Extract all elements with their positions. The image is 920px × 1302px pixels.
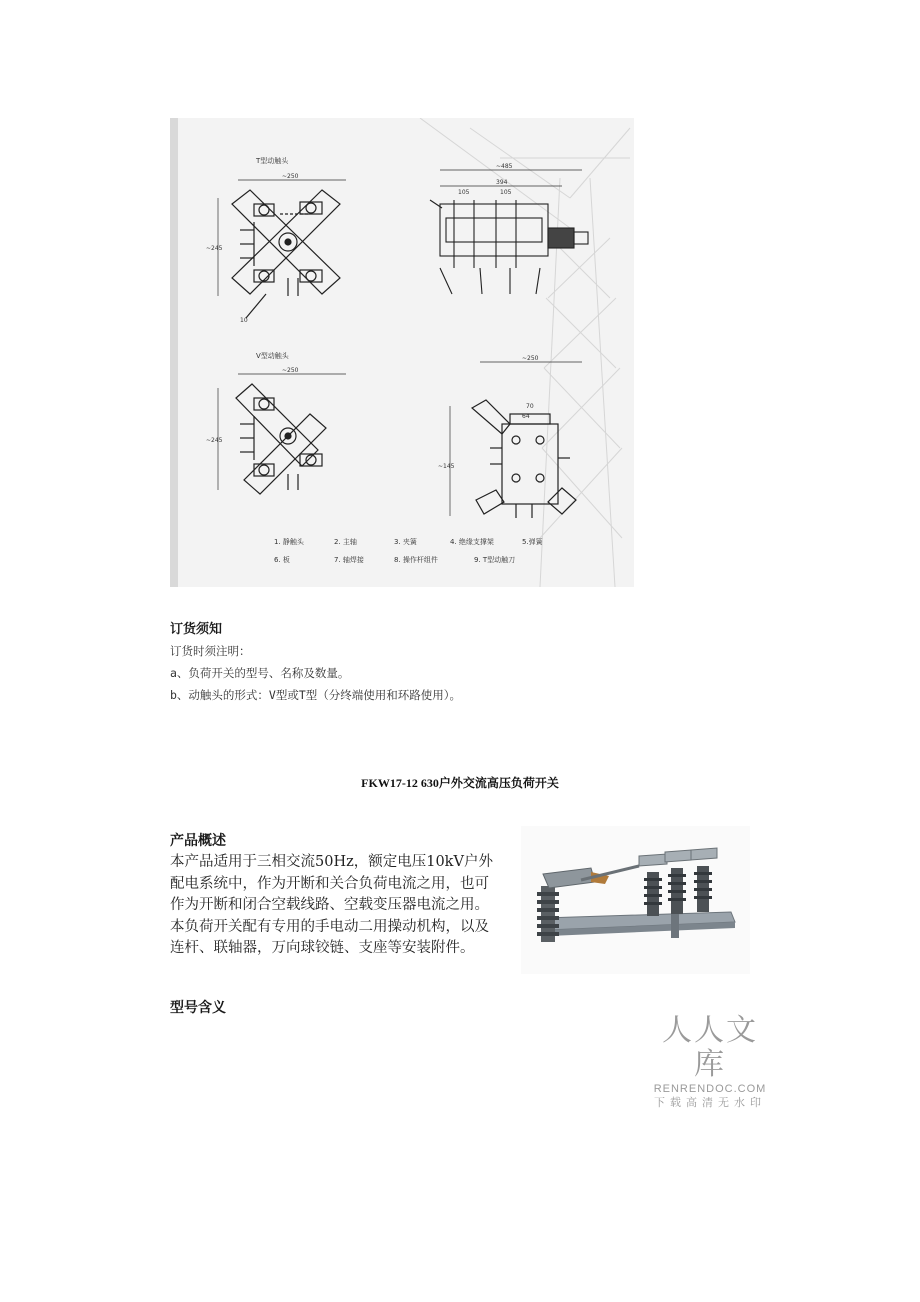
legend-item: 8. 操作杆组件 [394, 556, 438, 564]
product-title: FKW17-12 630户外交流高压负荷开关 [361, 776, 559, 790]
dim-v-245: ~245 [206, 437, 223, 444]
dim-105-a: 105 [458, 189, 470, 196]
dim-70: 70 [526, 403, 534, 410]
dim-105-b: 105 [500, 189, 512, 196]
legend-item: 9. T型动触刀 [474, 556, 516, 564]
legend-item: 3. 夹簧 [394, 538, 417, 546]
watermark-title: 人人文库 [662, 1013, 758, 1082]
dim-t-250: ~250 [282, 173, 299, 180]
technical-drawing [170, 118, 634, 587]
dim-side-250: ~250 [522, 355, 539, 362]
overview-line: 作为开断和闭合空载线路、空载变压器电流之用。 [170, 897, 489, 913]
legend-item: 2. 主轴 [334, 538, 357, 546]
dim-t-10: 10 [240, 317, 248, 324]
overview-heading: 产品概述 [170, 833, 226, 849]
dim-64: 64 [522, 413, 530, 420]
legend-item: 1. 静触头 [274, 538, 304, 546]
dim-394: 394 [496, 179, 508, 186]
overview-body [170, 852, 520, 960]
order-notice-body [170, 640, 461, 706]
legend-item: 5.弹簧 [522, 538, 543, 546]
dim-v-250: ~250 [282, 367, 299, 374]
watermark-subtitle: 下载高清无水印 [654, 1096, 766, 1109]
watermark-url: RENRENDOC.COM [653, 1083, 767, 1095]
order-line: 订货时须注明： [170, 644, 251, 658]
overview-line: 本负荷开关配有专用的手电动二用操动机构，以及 [170, 918, 489, 935]
dim-t-245: ~245 [206, 245, 223, 252]
order-line: b、动触头的形式：V型或T型（分终端使用和环路使用）。 [170, 688, 462, 702]
legend-item: 4. 绝缘支撑架 [450, 538, 494, 546]
order-line: a、负荷开关的型号、名称及数量。 [170, 666, 350, 680]
dim-485: ~485 [496, 163, 513, 170]
legend-item: 7. 轴焊接 [334, 556, 364, 564]
dim-145: ~145 [438, 463, 455, 470]
t-type-label: T型动触头 [256, 157, 289, 165]
overview-line: 配电系统中，作为开断和关合负荷电流之用，也可 [170, 875, 489, 892]
overview-line: 本产品适用于三相交流50Hz，额定电压10kV户外 [170, 854, 493, 870]
legend-item: 6. 板 [274, 556, 290, 564]
order-notice-heading: 订货须知 [170, 622, 223, 637]
v-type-label: V型动触头 [256, 352, 289, 360]
product-photo [521, 826, 750, 974]
model-meaning-heading: 型号含义 [170, 1000, 226, 1016]
overview-line: 连杆、联轴器，万向球铰链、支座等安装附件。 [170, 940, 475, 956]
watermark-logo [648, 1014, 772, 1110]
